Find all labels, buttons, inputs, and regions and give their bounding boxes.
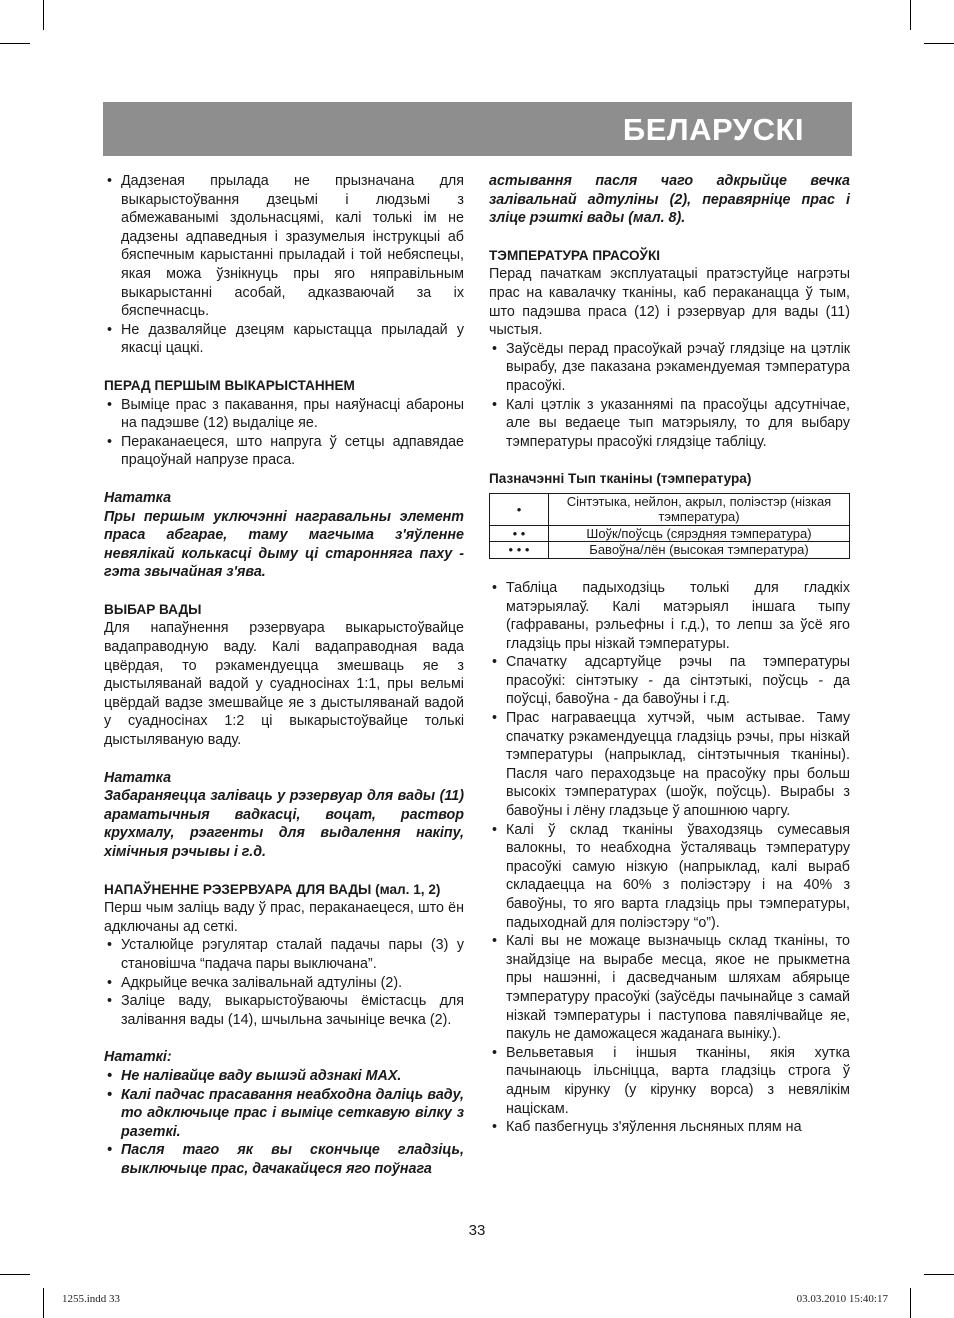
- list-item: • Вельветавыя і іншыя тканіны, якія хутка пачынаюць ільсніцца, варта гладзіць строга ў адным кірунку (у кірунку ворса) з невялікім націскам.: [489, 1044, 850, 1118]
- crop-mark: [924, 1274, 954, 1275]
- paragraph: Перш чым заліць ваду ў прас, пераканаецеся, што ён адключаны ад сеткі.: [104, 900, 464, 935]
- list-item: • Калі падчас прасавання неабходна даліць ваду, то адключыце прас і выміце сеткавую вілку з разеткі.: [104, 1086, 464, 1142]
- crop-mark: [924, 43, 954, 44]
- paragraph: Перад пачаткам эксплуатацыі пратэстуйце нагрэты прас на кавалачку тканіны, каб пераканацца ў тым, што падэшва праса (12) і рэзервуар для вады (11) чыстыя.: [489, 266, 850, 339]
- temperature-mark: • • •: [490, 542, 549, 559]
- list-item: • Пасля таго як вы скончыце гладзіць, выключыце прас, дачакайцеся яго поўнага: [104, 1141, 464, 1178]
- list-item: • Дадзеная прылада не прызначана для выкарыстоўвання дзецьмі і людзьмі з абмежаванымі здольнасцямі, калі толькі ім не дадзены адпаведныя і зразумелыя інструкцыі аб бяспечным карыстанні прыладай і той небяспецы, якая можа ўзнікнуць пры яго няправільным выкарыстанні асобай, адказваючай за іх бяспечнасць.: [104, 172, 464, 321]
- note-text: Забараняецца заліваць у рэзервуар для вады (11) араматычныя вадкасці, воцат, раствор крухмалу, рэагенты для выдалення накіпу, хімічныя рэчывы і г.д.: [104, 788, 464, 860]
- list-item: • Усталюйце рэгулятар сталай падачы пары (3) у становішча “падача пары выключана”.: [104, 936, 464, 973]
- crop-mark: [0, 43, 30, 44]
- paragraph: Для напаўнення рэзервуара выкарыстоўвайце вадаправодную ваду. Калі вадаправодная вада цвёрдая, то рэкамендуецца змешваць яе з дыстыляванай вадой у суадносінах 1:1, пры вельмі цвёрдай вадзе змешвайце яе з дыстыляванай вадой у суадносінах 1:2 ці выкарыстоўвайце толькі дыстыляваную ваду.: [104, 620, 464, 749]
- language-title: БЕЛАРУСКІ: [622, 112, 804, 147]
- before-first-use-bullets: [104, 396, 464, 470]
- list-item: • Каб пазбегнуць з'яўлення льсняных плям на: [489, 1118, 850, 1137]
- left-column: [104, 172, 464, 1179]
- list-item: • Калі вы не можаце вызначыць склад тканіны, то знайдзіце на вырабе месца, якое не прыкметна пры нашэнні, і дасведчаным шляхам абярыце тэмпературу прасоўкі (заўсёды пачынайце з самай нізкай тэмпературы і паступова павялічвайце яе, пакуль не даможацеся жаданага выніку.).: [489, 932, 850, 1044]
- table-row: [490, 493, 850, 525]
- list-item: • Прас награваецца хутчэй, чым астывае. Таму спачатку рэкамендуецца гладзіць рэчы, пры нізкай тэмпературы (напрыклад, сінтэтычныя тканіны). Пасля чаго пераходзьце на прасоўку пры больш высокіх тэмпературах (шоўк, поўсць). Вырабы з бавоўны і лёну гладзьце ў апошнюю чаргу.: [489, 709, 850, 821]
- temperature-mark: •: [490, 493, 549, 525]
- note-text: Пры першым уключэнні награвальны элемент праса абгарае, таму магчыма з'яўленне невялікай колькасці дыму ці староннягa паху - гэта звычайная з'ява.: [104, 508, 464, 581]
- note-title: Нататка: [104, 769, 172, 786]
- crop-mark: [910, 0, 911, 30]
- list-item: • Не дазваляйце дзецям карыстацца прыладай у якасці цацкі.: [104, 321, 464, 358]
- list-item: • Выміце прас з пакавання, пры наяўнасці абароны на падэшве (12) выдаліце яе.: [104, 396, 464, 433]
- fabric-temperature-table: [489, 493, 850, 559]
- language-header-bar: [103, 102, 852, 156]
- ironing-tips-bullets: [489, 579, 850, 1137]
- list-item: • Заўсёды перад прасоўкай рэчаў глядзіце на цэтлік вырабу, дзе паказана рэкамендуемая тэмпература прасоўкі.: [489, 340, 850, 396]
- notes-bullets: [104, 1067, 464, 1179]
- crop-mark: [0, 1274, 30, 1275]
- fabric-type: Сінтэтыка, нейлон, акрыл, поліэстэр (нізкая тэмпература): [549, 493, 850, 525]
- crop-mark: [43, 1288, 44, 1318]
- right-column: [489, 172, 850, 1137]
- ironing-temp-bullets: [489, 340, 850, 452]
- notes-title: Нататкі:: [104, 1049, 172, 1066]
- list-item: • Не налівайце ваду вышэй адзнакі MAX.: [104, 1067, 464, 1086]
- table-row: [490, 542, 850, 559]
- table-caption: Пазначэнні Тып тканіны (тэмпература): [489, 471, 752, 487]
- continued-note: астывання пасля чаго адкрыйце вечка залівальнай адтуліны (2), перавярніце прас і зліце рэшткі вады (мал. 8).: [489, 173, 850, 227]
- crop-mark: [910, 1288, 911, 1318]
- list-item: • Спачатку адсартуйце рэчы па тэмпературы прасоўкі: сінтэтыку - да сінтэтыкі, поўсць - да поўсці, бавоўна - да бавоўны і г.д.: [489, 653, 850, 709]
- fill-tank-bullets: [104, 936, 464, 1029]
- section-heading: ВЫБАР ВАДЫ: [104, 601, 202, 617]
- list-item: • Адкрыйце вечка залівальнай адтуліны (2).: [104, 974, 464, 993]
- section-heading: НАПАЎНЕННЕ РЭЗЕРВУАРА ДЛЯ ВАДЫ (мал. 1, 2): [104, 881, 441, 897]
- section-heading: ТЭМПЕРАТУРА ПРАСОЎКІ: [489, 247, 661, 263]
- section-heading: ПЕРАД ПЕРШЫМ ВЫКАРЫСТАННЕМ: [104, 377, 355, 393]
- timestamp-slug: 03.03.2010 15:40:17: [796, 1293, 888, 1305]
- page-number: 33: [468, 1222, 486, 1239]
- intro-bullets: [104, 172, 464, 358]
- file-slug: 1255.indd 33: [62, 1293, 121, 1305]
- list-item: • Калі ў склад тканіны ўваходзяць сумесавыя валокны, то неабходна ўсталяваць тэмпературу прасоўкі самую нізкую (напрыклад, калі выраб складаецца на 60% з поліэстэру і на 40% з бавоўны, то яго варта гладзіць пры тэмпературы, падыходнай для поліэстэру “о”).: [489, 821, 850, 933]
- crop-mark: [43, 0, 44, 30]
- list-item: • Пераканаецеся, што напруга ў сетцы адпавядае працоўнай напрузе праса.: [104, 433, 464, 470]
- temperature-mark: • •: [490, 525, 549, 542]
- fabric-type: Бавоўна/лён (высокая тэмпература): [549, 542, 850, 559]
- list-item: • Калі цэтлік з указаннямі па прасоўцы адсутнічае, але вы ведаеце тып матэрыялу, то для выбару тэмпературы прасоўкі глядзіце табліцу.: [489, 396, 850, 452]
- list-item: • Табліца падыходзіць толькі для гладкіх матэрыялаў. Калі матэрыял іншага тыпу (гафраваны, рэльефны і г.д.), то лепш за ўсё яго гладзіць пры нізкай тэмпературы.: [489, 579, 850, 653]
- list-item: • Заліце ваду, выкарыстоўваючы ёмістасць для залівання вады (14), шчыльна зачыніце вечка (2).: [104, 992, 464, 1029]
- table-row: [490, 525, 850, 542]
- fabric-type: Шоўк/поўсць (сярэдняя тэмпература): [549, 525, 850, 542]
- note-title: Нататка: [104, 489, 172, 506]
